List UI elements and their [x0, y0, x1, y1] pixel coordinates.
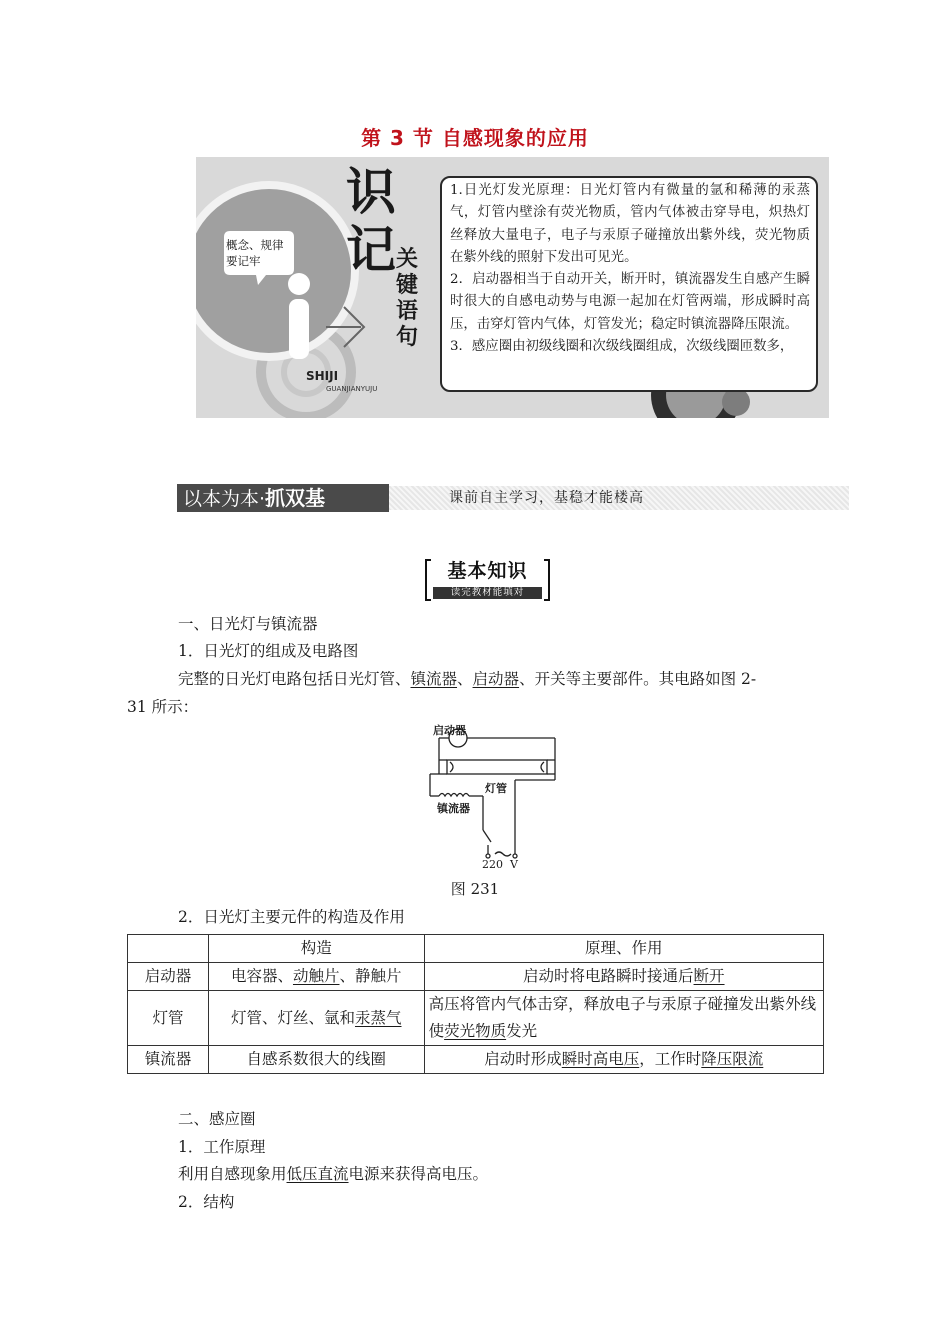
table-row [128, 1046, 824, 1074]
side-label-char: 键 [396, 273, 419, 298]
key-sentence: 3．感应圈由初级线圈和次级线圈组成，次级线圈匝数多， [450, 339, 794, 355]
paragraph-1-text: 、开关等主要部件。其电路如图 2- [519, 670, 757, 688]
circle-text-line-2: 要记牢 [226, 254, 261, 268]
paragraph-2 [178, 1164, 488, 1184]
person-head-icon [288, 273, 310, 295]
label-tube: 灯管 [485, 782, 507, 795]
fill-blank: 瞬时高电压 [561, 1050, 640, 1068]
switch-icon [483, 830, 491, 842]
heading-1: 一、日光灯与镇流器 [178, 615, 318, 633]
paragraph-1-cont: 31 所示： [127, 698, 199, 716]
fill-blank: 汞蒸气 [354, 1008, 402, 1027]
bracket-right [544, 559, 550, 601]
banner-brand: SHIJI [306, 369, 339, 383]
table-header [128, 935, 209, 963]
paragraph-1-text: 、 [457, 670, 473, 688]
figure-caption: 图 231 [450, 880, 500, 898]
tube-icon [447, 760, 547, 774]
circle-text-line-1: 概念、规律 [226, 238, 284, 252]
table-cell-name: 镇流器 [128, 1046, 209, 1074]
person-body-icon [289, 299, 309, 359]
heading-2-1: 1．工作原理 [178, 1138, 266, 1156]
big-char-1: 识 [346, 163, 396, 221]
table-cell-structure: 自感系数很大的线圈 [208, 1046, 424, 1074]
paragraph-2-text: 利用自感现象用 [178, 1165, 287, 1183]
table-cell-name: 灯管 [128, 991, 209, 1046]
fill-blank: 荧光物质 [444, 1022, 507, 1040]
knowledge-badge [425, 557, 550, 601]
heading-2-2: 2．结构 [178, 1193, 235, 1211]
key-sentences-box [440, 176, 818, 392]
heading-2: 二、感应圈 [178, 1110, 256, 1128]
table-cell-name: 启动器 [128, 963, 209, 991]
label-starter: 启动器 [433, 724, 466, 737]
fill-blank: 降压限流 [701, 1050, 764, 1068]
table-header: 构造 [208, 935, 424, 963]
section-bar-subtitle: 课前自主学习，基稳才能楼高 [449, 490, 644, 506]
page-title: 第 3 节 自感现象的应用 [361, 126, 589, 150]
label-voltage: 220 V [482, 858, 518, 871]
decor-disc [722, 388, 750, 416]
table-row [128, 991, 824, 1046]
heading-1-2: 2．日光灯主要元件的构造及作用 [178, 908, 405, 926]
side-label-char: 关 [396, 247, 419, 272]
side-label-char: 语 [396, 299, 419, 324]
fill-blank-ballast: 镇流器 [410, 670, 458, 688]
table-cell-structure: 灯管、灯丝、氩和汞蒸气 [208, 991, 424, 1046]
fill-blank-starter: 启动器 [472, 670, 520, 688]
fill-blank-low-voltage-dc: 低压直流 [286, 1165, 349, 1183]
table-cell-structure: 电容器、动触片、静触片 [208, 963, 424, 991]
table-row [128, 963, 824, 991]
section-bar-title [177, 484, 389, 512]
banner-brand-sub: GUANJIANYUJU [326, 385, 378, 393]
paragraph-1 [178, 669, 756, 689]
table-header: 原理、作用 [424, 935, 823, 963]
fill-blank: 动触片 [292, 967, 340, 985]
table-cell-function: 高压将管内气体击穿，释放电子与汞原子碰撞发出紫外线使荧光物质发光 [424, 991, 823, 1046]
section-bar-title-bold: 抓双基 [265, 486, 326, 510]
table-cell-function: 启动时形成瞬时高电压，工作时降压限流 [424, 1046, 823, 1074]
label-ballast: 镇流器 [437, 802, 470, 815]
section-bar [177, 484, 849, 512]
knowledge-badge-title: 基本知识 [447, 560, 528, 582]
components-table [127, 934, 824, 1074]
ballast-coil-icon [439, 794, 469, 797]
fill-blank: 断开 [693, 967, 725, 985]
knowledge-badge-subtitle: 读完教材能填对 [433, 587, 542, 599]
section-bar-title-text: 以本为本· [183, 488, 266, 510]
table-cell-function: 启动时将电路瞬时接通后断开 [424, 963, 823, 991]
heading-1-1: 1．日光灯的组成及电路图 [178, 642, 359, 660]
circuit-svg [425, 722, 565, 872]
circuit-diagram [425, 722, 565, 872]
key-sentence: 2．启动器相当于自动开关，断开时，镇流器发生自感产生瞬时很大的自感电动势与电源一起加在灯管两端，形成瞬时高压，击穿灯管内气体，灯管发光；稳定时镇流器降压限流。 [450, 272, 810, 332]
key-sentence: 1.日光灯发光原理：日光灯管内有微量的氩和稀薄的汞蒸气，灯管内壁涂有荧光物质，管内气体被击穿导电，炽热灯丝释放大量电子，电子与汞原子碰撞放出紫外线，荧光物质在紫外线的照射下发出可见光。 [450, 183, 810, 265]
table-header-row [128, 935, 824, 963]
paragraph-1-text: 完整的日光灯电路包括日光灯管、 [178, 670, 411, 688]
paragraph-2-text: 电源来获得高电压。 [348, 1165, 489, 1183]
big-char-2: 记 [346, 221, 396, 279]
side-label-char: 句 [396, 325, 419, 350]
